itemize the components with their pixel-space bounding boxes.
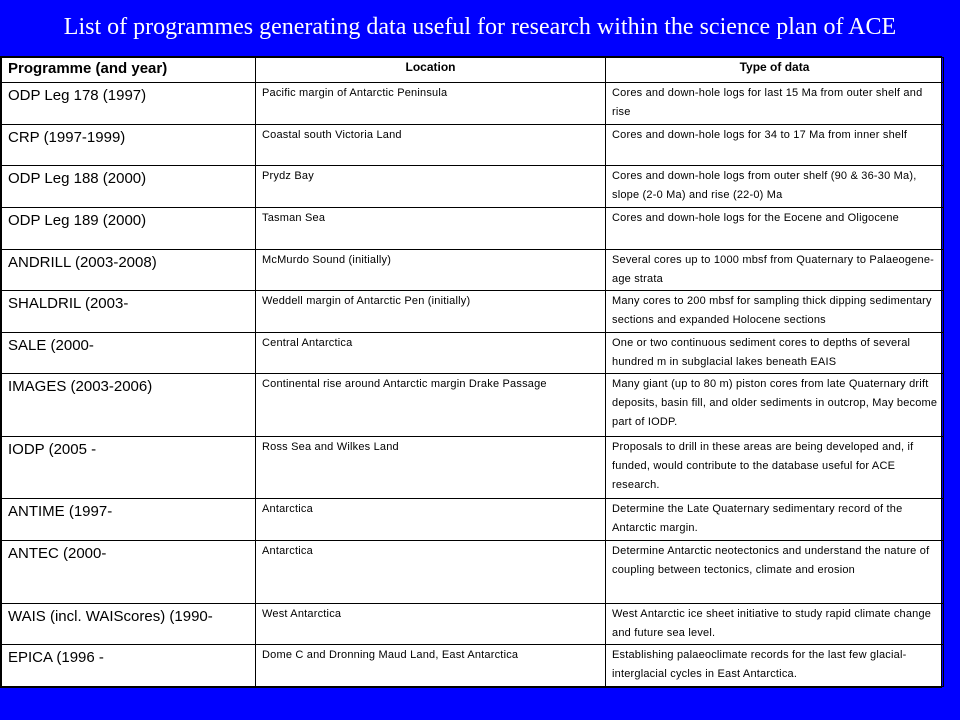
programme-cell: IODP (2005 - (2, 436, 256, 498)
type-of-data-cell: Proposals to drill in these areas are being developed and, if funded, would contribute to the database useful for ACE research. (606, 436, 944, 498)
programme-cell: IMAGES (2003-2006) (2, 374, 256, 436)
type-of-data-cell: West Antarctic ice sheet initiative to study rapid climate change and future sea level. (606, 603, 944, 645)
type-of-data-cell: Determine Antarctic neotectonics and understand the nature of coupling between tectonics, climate and erosion (606, 541, 944, 603)
table-row (2, 166, 944, 208)
programme-cell: EPICA (1996 - (2, 645, 256, 687)
table-row (2, 645, 944, 687)
location-cell: Antarctica (256, 541, 606, 603)
table-row (2, 124, 944, 166)
table-header-row (2, 58, 944, 83)
location-cell: Ross Sea and Wilkes Land (256, 436, 606, 498)
programme-cell: SHALDRIL (2003- (2, 291, 256, 333)
table-row (2, 499, 944, 541)
location-cell: Continental rise around Antarctic margin Drake Passage (256, 374, 606, 436)
table-row (2, 82, 944, 124)
table-row (2, 603, 944, 645)
programme-cell: ANTIME (1997- (2, 499, 256, 541)
type-of-data-cell: Establishing palaeoclimate records for the last few glacial-interglacial cycles in East Antarctica. (606, 645, 944, 687)
type-of-data-cell: Cores and down-hole logs for 34 to 17 Ma from inner shelf (606, 124, 944, 166)
table-row (2, 374, 944, 436)
type-of-data-cell: Determine the Late Quaternary sedimentary record of the Antarctic margin. (606, 499, 944, 541)
programmes-table (1, 57, 944, 687)
header-type-of-data: Type of data (606, 58, 944, 83)
location-cell: McMurdo Sound (initially) (256, 249, 606, 291)
programme-cell: WAIS (incl. WAIScores) (1990- (2, 603, 256, 645)
type-of-data-cell: Cores and down-hole logs for the Eocene and Oligocene (606, 207, 944, 249)
location-cell: Weddell margin of Antarctic Pen (initially) (256, 291, 606, 333)
programme-cell: ANTEC (2000- (2, 541, 256, 603)
type-of-data-cell: Cores and down-hole logs for last 15 Ma from outer shelf and rise (606, 82, 944, 124)
location-cell: West Antarctica (256, 603, 606, 645)
location-cell: Dome C and Dronning Maud Land, East Antarctica (256, 645, 606, 687)
location-cell: Antarctica (256, 499, 606, 541)
table-row (2, 207, 944, 249)
programme-cell: CRP (1997-1999) (2, 124, 256, 166)
location-cell: Pacific margin of Antarctic Peninsula (256, 82, 606, 124)
location-cell: Prydz Bay (256, 166, 606, 208)
type-of-data-cell: Many cores to 200 mbsf for sampling thick dipping sedimentary sections and expanded Holocene sections (606, 291, 944, 333)
header-programme: Programme (and year) (2, 58, 256, 83)
location-cell: Tasman Sea (256, 207, 606, 249)
slide-title: List of programmes generating data useful for research within the science plan of ACE (63, 14, 897, 40)
location-cell: Central Antarctica (256, 332, 606, 374)
type-of-data-cell: One or two continuous sediment cores to depths of several hundred m in subglacial lakes beneath EAIS (606, 332, 944, 374)
type-of-data-cell: Many giant (up to 80 m) piston cores from late Quaternary drift deposits, basin fill, and older sediments in outcrop, May become part of IODP. (606, 374, 944, 436)
type-of-data-cell: Cores and down-hole logs from outer shelf (90 & 36-30 Ma), slope (2-0 Ma) and rise (22-0) Ma (606, 166, 944, 208)
programme-cell: ODP Leg 189 (2000) (2, 207, 256, 249)
type-of-data-cell: Several cores up to 1000 mbsf from Quaternary to Palaeogene- age strata (606, 249, 944, 291)
table-row (2, 436, 944, 498)
table-row (2, 332, 944, 374)
header-location: Location (256, 58, 606, 83)
programmes-table-container (0, 56, 942, 688)
table-row (2, 291, 944, 333)
location-cell: Coastal south Victoria Land (256, 124, 606, 166)
programme-cell: ODP Leg 188 (2000) (2, 166, 256, 208)
programme-cell: ANDRILL (2003-2008) (2, 249, 256, 291)
programme-cell: ODP Leg 178 (1997) (2, 82, 256, 124)
table-row (2, 249, 944, 291)
programme-cell: SALE (2000- (2, 332, 256, 374)
table-row (2, 541, 944, 603)
